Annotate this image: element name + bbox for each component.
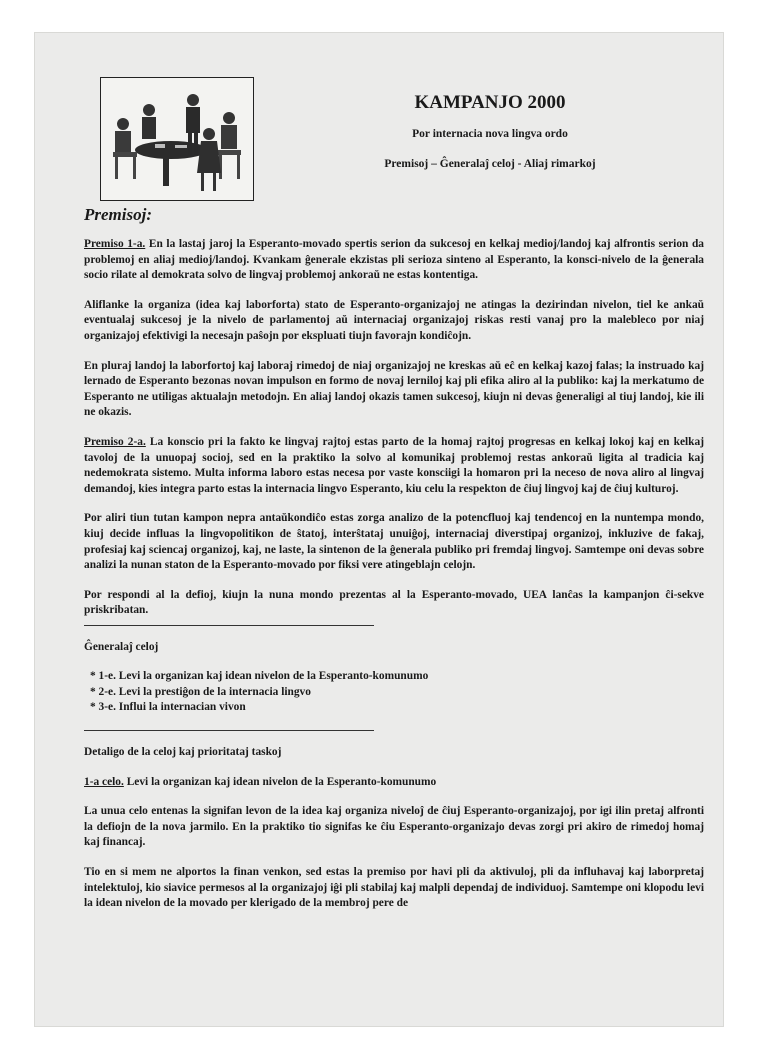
goals-list <box>84 669 704 716</box>
goal-1-text: Levi la organizan kaj idean nivelon de la Esperanto-komunumo <box>123 775 437 788</box>
document-subtitle: Por internacia nova lingva ordo <box>412 128 568 140</box>
premiso-1-text: En la lastaj jaroj la Esperanto-movado spertis serion da sukcesoj en kelkaj medioj/landoj kaj alfrontis serion da problemoj en aliaj medioj/landoj. Kvankam ĝenerale ekzistas pli serioza sinteno al Esperanto, la konsci-nivelo de la ĝenerala socio rilate al demokrata solvo de lingvaj problemoj ankoraŭ ne estas kontentiga. <box>84 238 704 282</box>
document-body <box>84 237 704 926</box>
goal-item: * 3-e. Influi la internacian vivon <box>90 701 246 714</box>
goal-item: * 1-e. Levi la organizan kaj idean nivelon de la Esperanto-komunumo <box>90 670 429 683</box>
paragraph-3: En pluraj landoj la laborfortoj kaj laboraj rimedoj de niaj organizajoj ne kreskas aŭ eĉ en kelkaj kazoj falas; la instruado kaj lernado de Esperanto bezonas novan impulson en formo de novaj lerniloj kaj pli efika aliro al la publiko: kaj la merkatumo de Esperanto ne utiligas aktualajn metodojn. En aliaj landoj okazis tamen sukcesoj, kiujn ni devas ĝeneraligi al tiuj landoj, kie ili ne okazis. <box>84 359 704 419</box>
details-heading: Detaligo de la celoj kaj prioritataj taskoj <box>84 745 282 758</box>
meeting-people-icon <box>101 78 253 200</box>
premiso-2-label: Premiso 2-a. <box>84 435 146 448</box>
paragraph-6: Por respondi al la defioj, kiujn la nuna mondo prezentas al la Esperanto-movado, UEA lanĉas la kampanjon ĉi-sekve priskribatan. <box>84 588 704 617</box>
document-subheading: Premisoj – Ĝeneralaĵ celoj - Aliaj rimarkoj <box>384 158 596 170</box>
premiso-1-label: Premiso 1-a. <box>84 238 146 250</box>
paragraph-premiso-1 <box>84 237 704 284</box>
goal-1-label: 1-a celo. <box>84 775 124 788</box>
divider <box>84 730 374 731</box>
goal-item: * 2-e. Levi la prestiĝon de la internacia lingvo <box>90 685 311 698</box>
document-title: KAMPANJO 2000 <box>414 92 566 113</box>
goal-1-heading <box>84 775 704 791</box>
divider <box>84 625 374 626</box>
paragraph-7: La unua celo entenas la signifan levon de la idea kaj organiza niveloĵ de ĉiuj Esperanto-organizajoj, por igi ilin pretaj alfronti la defiojn de la nova jarmilo. En la praktiko tio signifas ke ĉiu Esperanto-organizajo devas zorgi pri akiro de rimedoj homaj kaj financaj. <box>84 805 704 849</box>
paragraph-8: Tio en si mem ne alportos la finan venkon, sed estas la premiso por havi pli da aktivuloj, pli da influhavaj kaj laborpretaj intelektuloj, kio siavice permesos al la organizajoj iĝi pli stabilaj kaj malpli dependaj de individuoj. Samtempe oni klopodu levi la idean nivelon de la movado per klerigado de la membroj pere de <box>84 865 704 910</box>
section-heading-premisoj: Premisoj: <box>84 205 152 224</box>
paragraph-2: Aliflanke la organiza (idea kaj laborforta) stato de Esperanto-organizajoj ne atingas la dezirindan nivelon, tiel ke ankaŭ eventualaj sukcesoj je la nivelo de parlamentoj aŭ internaciaj organizajoj riskas resti vanaj pro la malebleco por niaj organizajoj efektivigi la necesajn paŝojn por ekspluati tiujn favorajn kondiĉojn. <box>84 298 704 342</box>
goals-heading: Ĝeneralaĵ celoj <box>84 640 159 653</box>
paragraph-5: Por aliri tiun tutan kampon nepra antaŭkondiĉo estas zorga analizo de la potencfluoj kaj tendencoj en la nuntempa mondo, kiuj decide influas la lingvopolitikon de ŝtatoj, interŝtataj unuiĝoj, internaciaj diverstipaj organizoj, inkluzive de fakaj, profesiaj kaj sciencaj organizoj, kaj, ne laste, la sintenon de la ĝenerala publiko pri fremdaj lingvoj. Samtempe oni devas sobre analizi la nunan staton de la Esperanto-movado por fiksi vere atingeblajn celojn. <box>84 512 704 572</box>
paragraph-premiso-2 <box>84 435 704 497</box>
meeting-illustration <box>100 77 254 201</box>
premiso-2-text: La konscio pri la fakto ke lingvaj rajtoj estas parto de la homaj rajtoj progresas en kelkaj lokoj kaj en kelkaj tavoloj de la unuopaj socioj, sed en la praktiko la solvo al komunikaj problemoj restas ankoraŭ ligita al tradicia kaj nedemokrata sistemo. Multa informa laboro estas necesa por vaste konsciigi la homaron pri la neceso de nova aliro al lingvaj demandoj, kies integra parto estas la internacia lingvo Esperanto, kiu celu la respekton de ĉiuj lingvoj kaj de ĉiuj kulturoj. <box>84 435 705 495</box>
